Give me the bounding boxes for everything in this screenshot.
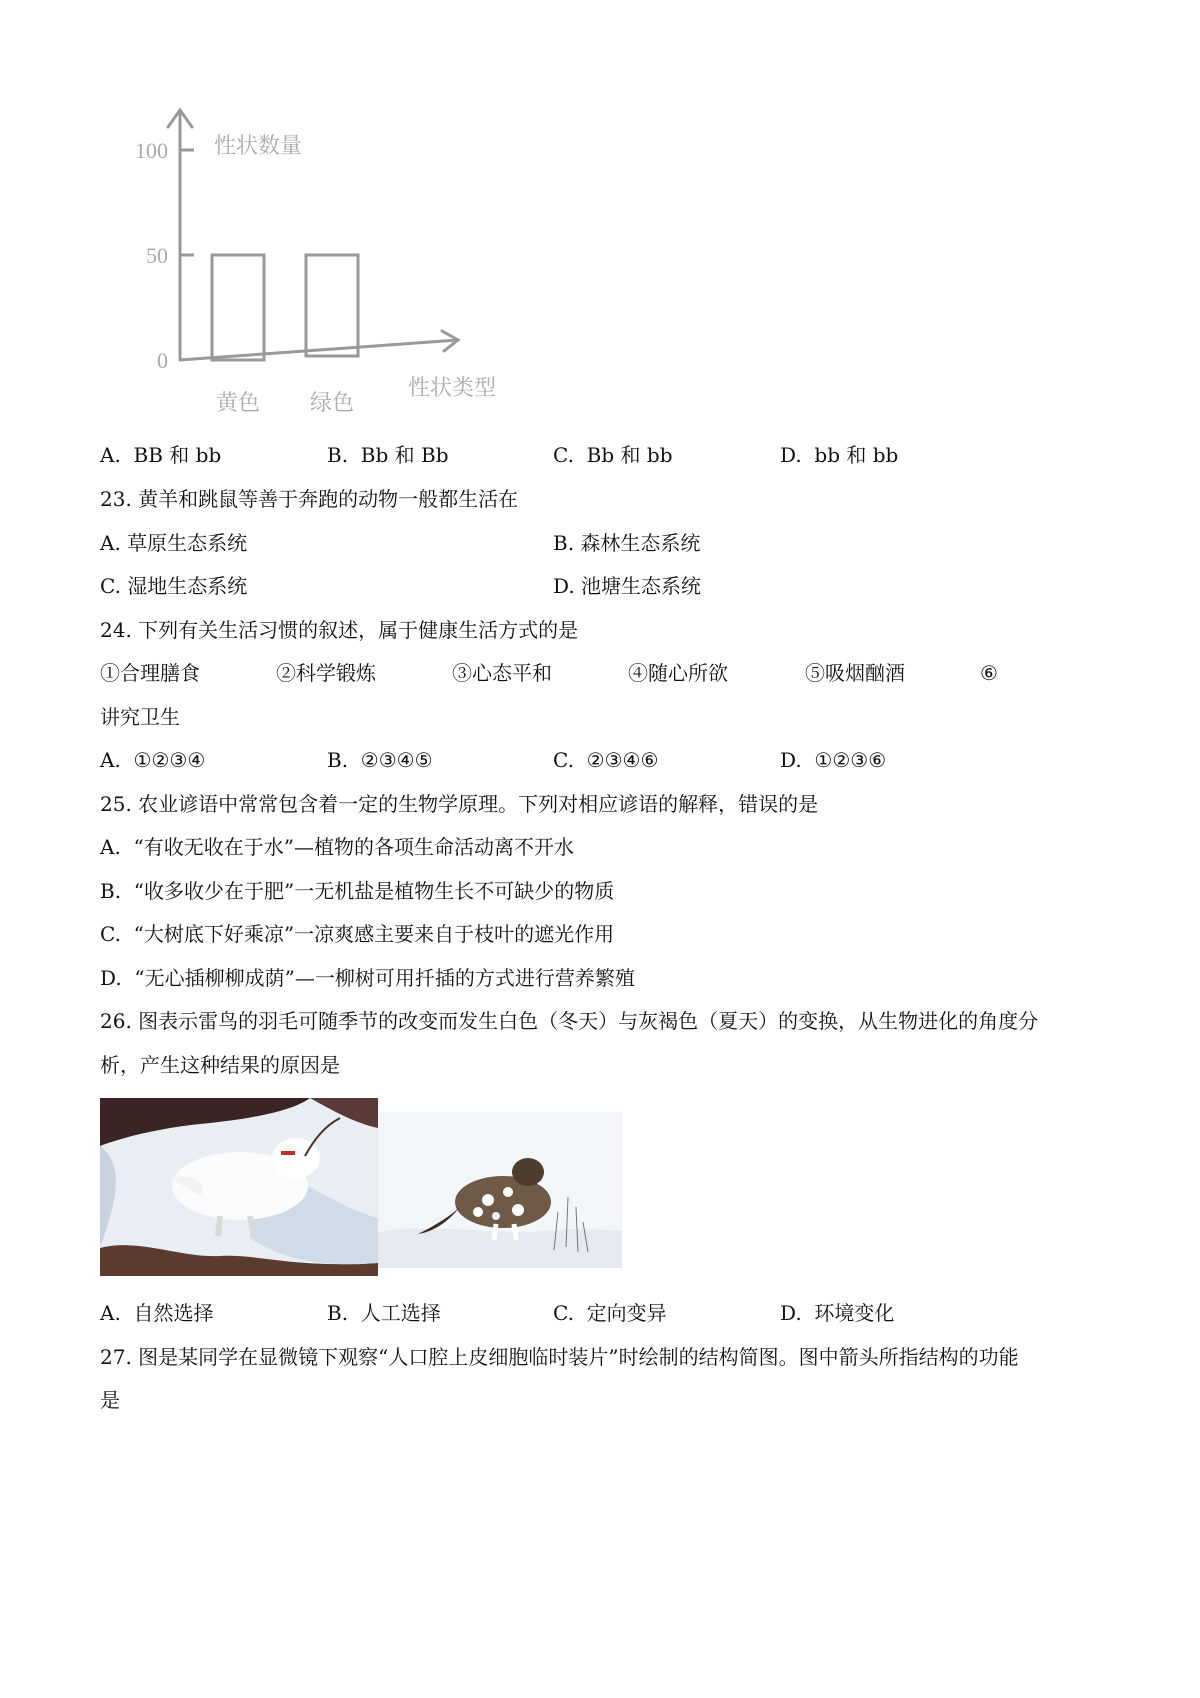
q24-item-4: ④随心所欲 (628, 661, 728, 685)
q25-option-c[interactable]: C. “大树底下好乘凉”一凉爽感主要来自于枝叶的遮光作用 (100, 922, 615, 946)
q24-item-5: ⑤吸烟酗酒 (805, 661, 905, 685)
q26-stem-line1: 26. 图表示雷鸟的羽毛可随季节的改变而发生白色（冬天）与灰褐色（夏天）的变换，从生物进化的角度分 (100, 1009, 1039, 1033)
y-tick-label-50: 50 (146, 243, 168, 268)
y-tick-label-0: 0 (157, 348, 168, 373)
x-axis-label: 性状类型 (408, 375, 497, 400)
x-category-label-绿色: 绿色 (309, 390, 355, 415)
q26-option-c[interactable]: C. 定向变异 (553, 1301, 667, 1325)
q23-option-a[interactable]: A. 草原生态系统 (100, 531, 248, 555)
q24-item-2: ②科学锻炼 (276, 661, 376, 685)
q25-stem: 25. 农业谚语中常常包含着一定的生物学原理。下列对相应谚语的解释，错误的是 (100, 792, 819, 816)
x-category-label-黄色: 黄色 (215, 390, 261, 415)
q24-option-c[interactable]: C. ②③④⑥ (553, 748, 659, 772)
q24-option-d[interactable]: D. ①②③⑥ (780, 748, 887, 772)
q25-option-d[interactable]: D. “无心插柳柳成荫”—一柳树可用扦插的方式进行营养繁殖 (100, 966, 635, 990)
q22-option-d[interactable]: D. bb 和 bb (780, 443, 899, 467)
q27-stem-line1: 27. 图是某同学在显微镜下观察“人口腔上皮细胞临时装片”时绘制的结构简图。图中箭头所指结构的功能 (100, 1345, 1019, 1369)
q27-stem-line2: 是 (100, 1388, 120, 1412)
q23-option-d[interactable]: D. 池塘生态系统 (553, 574, 702, 598)
q22-option-c[interactable]: C. Bb 和 bb (553, 443, 673, 467)
trait-bar-chart (110, 105, 570, 465)
q22-option-a[interactable]: A. BB 和 bb (100, 443, 222, 467)
q23-option-b[interactable]: B. 森林生态系统 (553, 531, 701, 555)
y-axis-label: 性状数量 (214, 133, 303, 158)
q24-option-a[interactable]: A. ①②③④ (100, 748, 206, 772)
ptarmigan-winter-photo (100, 1098, 378, 1276)
bar-黄色 (212, 255, 264, 360)
q24-item-1: ①合理膳食 (100, 661, 200, 685)
q23-stem: 23. 黄羊和跳鼠等善于奔跑的动物一般都生活在 (100, 487, 519, 511)
q24-item-6-wrap: 讲究卫生 (100, 705, 180, 729)
q24-stem: 24. 下列有关生活习惯的叙述，属于健康生活方式的是 (100, 618, 579, 642)
q25-option-b[interactable]: B. “收多收少在于肥”一无机盐是植物生长不可缺少的物质 (100, 879, 615, 903)
q24-item-3: ③心态平和 (452, 661, 552, 685)
q26-option-b[interactable]: B. 人工选择 (327, 1301, 441, 1325)
y-tick-label-100: 100 (135, 138, 168, 163)
q24-item-6: ⑥ (980, 661, 998, 685)
q22-option-b[interactable]: B. Bb 和 Bb (327, 443, 449, 467)
q24-option-b[interactable]: B. ②③④⑤ (327, 748, 433, 772)
ptarmigan-summer-photo (378, 1112, 622, 1268)
q25-option-a[interactable]: A. “有收无收在于水”—植物的各项生命活动离不开水 (100, 835, 574, 859)
q26-option-d[interactable]: D. 环境变化 (780, 1301, 895, 1325)
q23-option-c[interactable]: C. 湿地生态系统 (100, 574, 248, 598)
q26-stem-line2: 析，产生这种结果的原因是 (100, 1053, 340, 1077)
bar-绿色 (306, 255, 358, 356)
q26-option-a[interactable]: A. 自然选择 (100, 1301, 214, 1325)
